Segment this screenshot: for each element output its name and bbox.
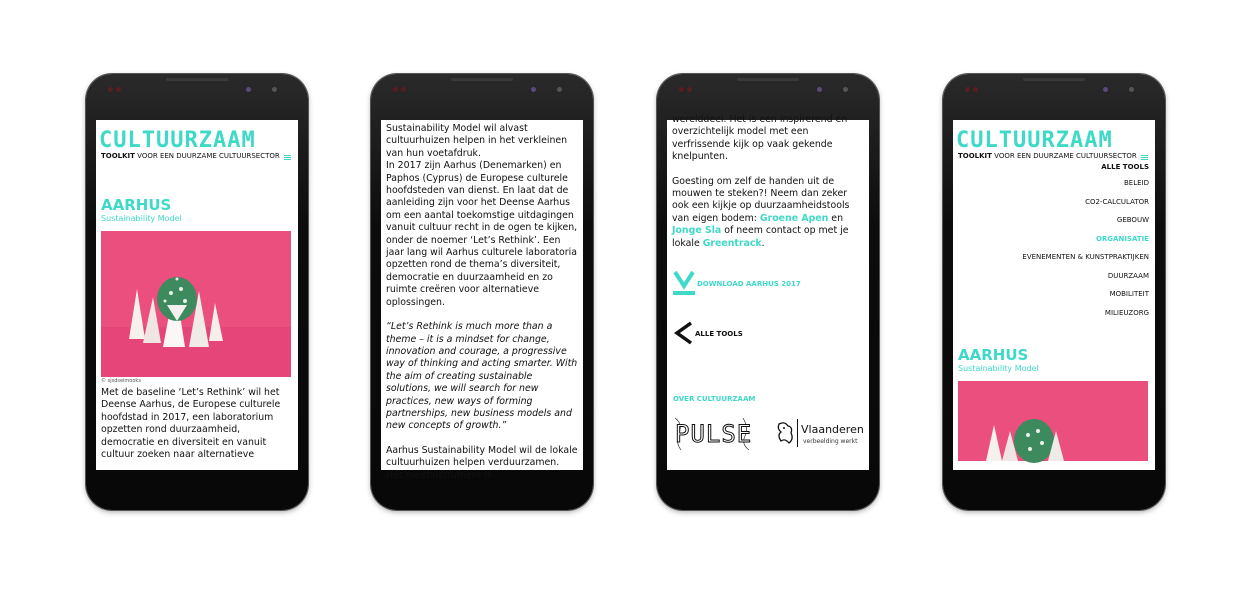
- phone-1: [86, 74, 308, 510]
- hero-photo: [958, 381, 1148, 461]
- paragraph-top: werelddeel. Het is een inspirerend en overzichtelijk model met een verfrissende kijk op vaak gekende knelpunten.: [672, 114, 848, 163]
- screen-4: [953, 120, 1155, 470]
- lion-icon: [775, 421, 795, 445]
- sensor-icon: [557, 87, 562, 92]
- page-title: AARHUS: [958, 346, 1029, 364]
- sensor-icon: [1129, 87, 1134, 92]
- sensor-icon: [272, 87, 277, 92]
- page-subtitle: Sustainability Model: [958, 364, 1039, 373]
- camera-icon: [679, 87, 684, 92]
- link-groene-apen[interactable]: Groene Apen: [759, 212, 829, 224]
- site-logo[interactable]: CULTUURZAAM: [99, 128, 256, 153]
- tagline: [953, 152, 1155, 160]
- sensor-icon: [1103, 87, 1108, 92]
- paper-sculpture-image: [958, 381, 1148, 461]
- camera-icon: [393, 87, 398, 92]
- photo-caption: © sjsdseimooks: [101, 378, 141, 384]
- sensor-icon: [246, 87, 251, 92]
- menu-item-beleid[interactable]: BELEID: [1123, 179, 1149, 187]
- article-text: [381, 123, 583, 482]
- chevron-left-icon: [673, 321, 693, 345]
- hero-photo: [101, 231, 291, 377]
- camera-icon: [108, 87, 113, 92]
- camera-icon: [965, 87, 970, 92]
- menu-item-alle-tools[interactable]: ALLE TOOLS: [1101, 163, 1149, 171]
- intro-text: Met de baseline ‘Let’s Rethink’ wil het Deense Aarhus, de Europese culturele hoofdstad in 2017, een laboratorium opzetten rond duurzaamheid, democratie en diversiteit en vanuit cultuur zoeken naar alternatieve: [101, 387, 281, 461]
- logo-divider: [797, 419, 798, 447]
- back-label: ALLE TOOLS: [695, 330, 743, 338]
- phone-2: [371, 74, 593, 510]
- download-arrow-icon: [673, 270, 695, 296]
- menu-item-milieuzorg[interactable]: MILIEUZORG: [1104, 308, 1149, 317]
- sensor-icon: [817, 87, 822, 92]
- tagline-bold: TOOLKIT: [958, 152, 992, 160]
- hamburger-menu-icon[interactable]: [1141, 155, 1148, 156]
- screen-3: [667, 114, 869, 470]
- phone-4: [943, 74, 1165, 510]
- camera-icon: [116, 87, 121, 92]
- hamburger-menu-icon[interactable]: [284, 155, 291, 156]
- site-logo[interactable]: CULTUURZAAM: [956, 128, 1113, 153]
- screen-2: [381, 120, 583, 481]
- camera-icon: [687, 87, 692, 92]
- menu-item-organisatie[interactable]: ORGANISATIE: [1095, 234, 1149, 243]
- quote: “Let’s Rethink is much more than a theme – it is a mindset for change, innovation and courage, a progressive way of thinking and acting smarter. With the aim of creating sustainable solutions, we will search for new practices, new ways of forming partnerships, new business models and new concepts of growth.”: [386, 321, 578, 432]
- tagline-rest: VOOR EEN DUURZAME CULTUURSECTOR: [134, 152, 280, 160]
- menu-item-evenementen[interactable]: EVENEMENTEN & KUNSTPRAKTIJKEN: [1022, 253, 1149, 261]
- page-subtitle: Sustainability Model: [101, 214, 182, 223]
- screen-1: [96, 120, 298, 470]
- article-text-end: [667, 114, 869, 250]
- paragraph-1: Sustainability Model wil alvast cultuurhuizen helpen in het verkleinen van hun voetafdruk.: [386, 123, 568, 159]
- menu-item-co2-calculator[interactable]: CO2-CALCULATOR: [1085, 197, 1149, 206]
- paragraph-tools: Goesting om zelf de handen uit de mouwen te steken?! Neem dan zeker ook een kijkje op duurzaamheidstools van eigen bodem: Groene Apen en Jonge Sla of neem contact op met je lokale Greentrack.: [672, 175, 850, 249]
- vlaanderen-logo[interactable]: [775, 419, 869, 451]
- paper-sculpture-image: [101, 231, 291, 377]
- page-title: AARHUS: [101, 196, 172, 214]
- pulse-logo[interactable]: [673, 416, 751, 452]
- tagline-bold: TOOLKIT: [101, 152, 135, 160]
- menu-item-mobiliteit[interactable]: MOBILITEIT: [1109, 290, 1149, 298]
- sensor-icon: [531, 87, 536, 92]
- vlaanderen-tagline: verbeelding werkt: [803, 438, 858, 445]
- download-label: DOWNLOAD AARHUS 2017: [697, 280, 801, 288]
- paragraph-3: Aarhus Sustainability Model wil de lokale cultuurhuizen helpen verduurzamen. Het meetinstrument is: [386, 444, 578, 481]
- sensor-icon: [843, 87, 848, 92]
- link-greentrack[interactable]: Greentrack: [702, 237, 762, 249]
- menu-item-duurzaam[interactable]: DUURZAAM: [1107, 271, 1149, 280]
- nav-menu: [953, 161, 1155, 322]
- over-cultuurzaam-link[interactable]: OVER CULTUURZAAM: [673, 395, 756, 403]
- tagline: [96, 152, 298, 160]
- tagline-rest: VOOR EEN DUURZAME CULTUURSECTOR: [991, 152, 1137, 160]
- paragraph-2: In 2017 zijn Aarhus (Denemarken) en Paphos (Cyprus) de Europese culturele hoofdsteden van dienst. En laat dat de aanleiding zijn voor het Deense Aarhus om een aantal toekomstige uitdagingen vanuit cultuur recht in de ogen te kijken, onder de noemer ‘Let’s Rethink’. Een jaar lang wil Aarhus culturele laboratoria opzetten rond de thema’s diversiteit, democratie en duurzaamheid en zo ruimte creëren voor alternatieve oplossingen.: [386, 160, 578, 308]
- link-jonge-sla[interactable]: Jonge Sla: [672, 225, 722, 237]
- pulse-logo-text: PULSE: [675, 420, 753, 448]
- vlaanderen-name: Vlaanderen: [801, 423, 864, 436]
- menu-item-gebouw[interactable]: GEBOUW: [1116, 216, 1149, 224]
- phone-3: [657, 74, 879, 510]
- camera-icon: [973, 87, 978, 92]
- camera-icon: [401, 87, 406, 92]
